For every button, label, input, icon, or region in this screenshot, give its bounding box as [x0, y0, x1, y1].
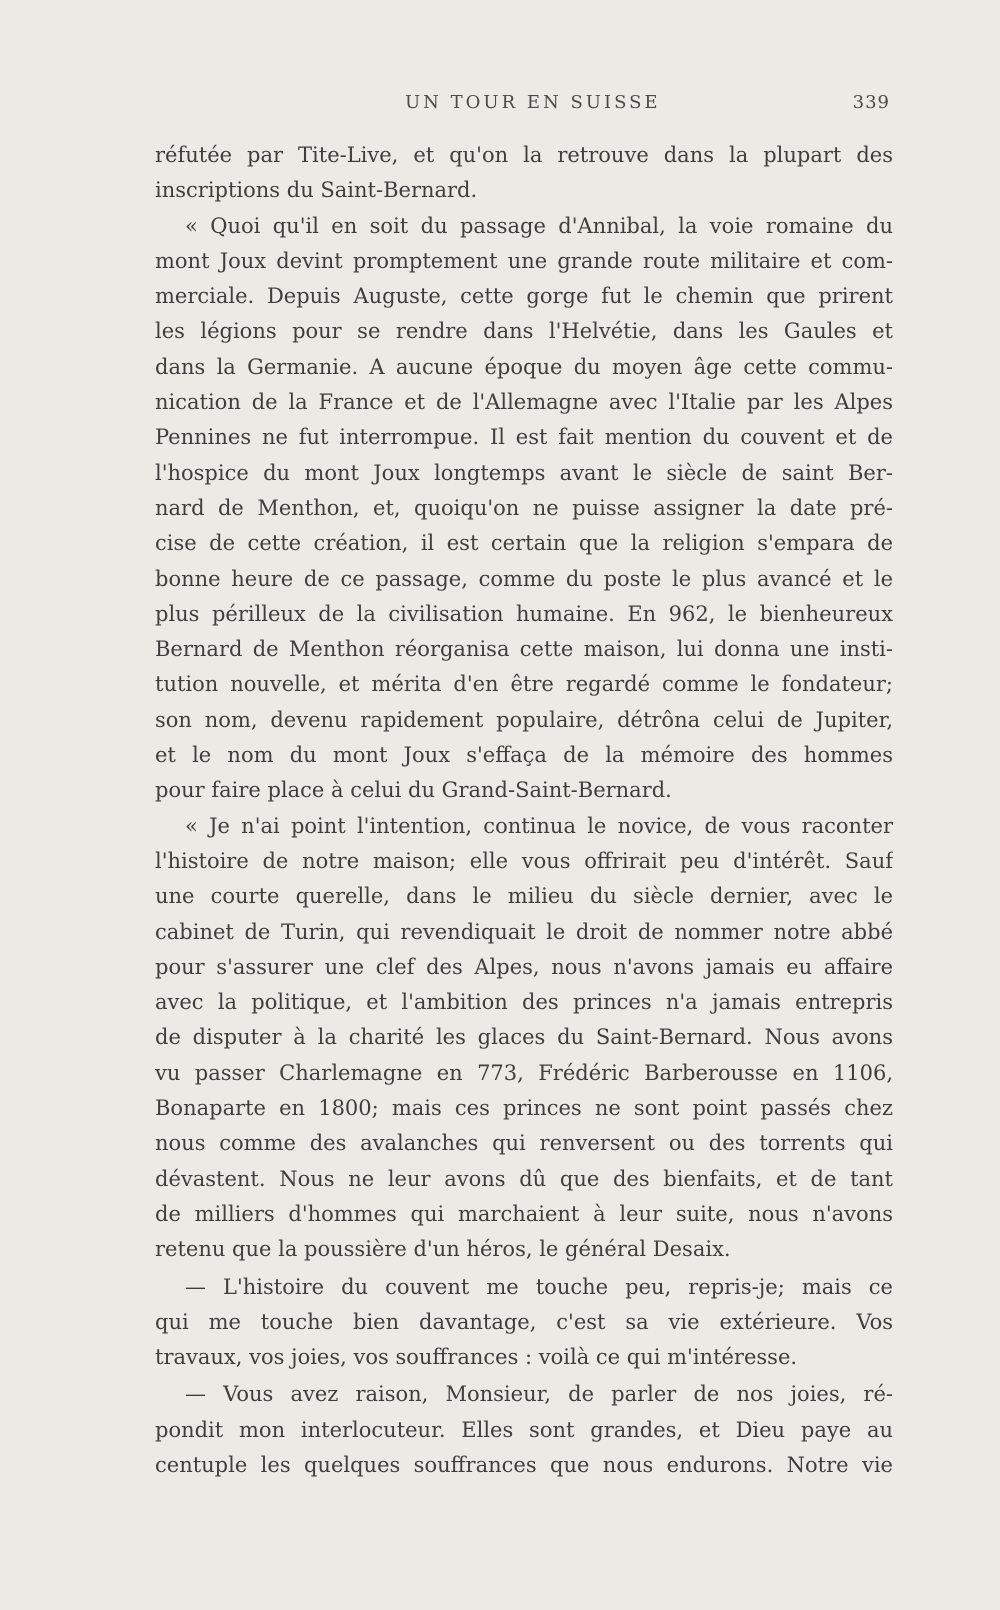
text-line: cise de cette création, il est certain que la religion s'empara de [155, 531, 893, 556]
text-line: plus périlleux de la civilisation humaine. En 962, le bienheureux [155, 601, 893, 626]
running-head: UN TOUR EN SUISSE [405, 92, 661, 113]
text-line: Bernard de Menthon réorganisa cette maison, lui donna une insti- [155, 637, 893, 662]
text-line: « Quoi qu'il en soit du passage d'Annibal, la voie romaine du [185, 213, 893, 238]
body-text [155, 138, 893, 1483]
text-line: l'histoire de notre maison; elle vous offrirait peu d'intérêt. Sauf [155, 848, 893, 873]
text-line: retenu que la poussière d'un héros, le général Desaix. [155, 1237, 731, 1262]
text-line: bonne heure de ce passage, comme du poste le plus avancé et le [155, 566, 893, 591]
text-line: de disputer à la charité les glaces du Saint-Bernard. Nous avons [155, 1025, 893, 1050]
text-line: qui me touche bien davantage, c'est sa vie extérieure. Vos [155, 1309, 893, 1334]
paragraph [155, 809, 893, 1268]
text-line: vu passer Charlemagne en 773, Frédéric Barberousse en 1106, [155, 1060, 893, 1085]
text-line: — L'histoire du couvent me touche peu, repris-je; mais ce [185, 1274, 893, 1299]
text-line: son nom, devenu rapidement populaire, détrôna celui de Jupiter, [155, 707, 893, 732]
text-line: Bonaparte en 1800; mais ces princes ne sont point passés chez [155, 1096, 893, 1121]
text-line: mont Joux devint promptement une grande route militaire et com- [155, 248, 893, 273]
text-line: « Je n'ai point l'intention, continua le novice, de vous raconter [185, 813, 893, 838]
text-line: de milliers d'hommes qui marchaient à leur suite, nous n'avons [155, 1201, 893, 1226]
text-line: — Vous avez raison, Monsieur, de parler de nos joies, ré- [185, 1382, 893, 1407]
page-number: 339 [852, 92, 890, 113]
text-line: dans la Germanie. A aucune époque du moyen âge cette commu- [155, 354, 893, 379]
text-line: pour s'assurer une clef des Alpes, nous n'avons jamais eu affaire [155, 954, 893, 979]
text-line: pour faire place à celui du Grand-Saint-Bernard. [155, 778, 672, 803]
text-line: nication de la France et de l'Allemagne avec l'Italie par les Alpes [155, 390, 893, 415]
text-line: avec la politique, et l'ambition des princes n'a jamais entrepris [155, 990, 893, 1015]
text-line: une courte querelle, dans le milieu du siècle dernier, avec le [155, 884, 893, 909]
paragraph [155, 138, 893, 209]
paragraph [155, 1377, 893, 1483]
text-line: tution nouvelle, et mérita d'en être regardé comme le fondateur; [155, 672, 893, 697]
paragraph [155, 209, 893, 809]
text-line: inscriptions du Saint-Bernard. [155, 178, 478, 203]
text-line: Pennines ne fut interrompue. Il est fait mention du couvent et de [155, 425, 893, 450]
text-line: dévastent. Nous ne leur avons dû que des bienfaits, et de tant [155, 1166, 893, 1191]
text-line: les légions pour se rendre dans l'Helvétie, dans les Gaules et [155, 319, 893, 344]
text-line: centuple les quelques souffrances que nous endurons. Notre vie [155, 1452, 893, 1477]
text-line: merciale. Depuis Auguste, cette gorge fut le chemin que prirent [155, 284, 893, 309]
text-line: réfutée par Tite-Live, et qu'on la retrouve dans la plupart des [155, 143, 893, 167]
text-line: travaux, vos joies, vos souffrances : voilà ce qui m'intéresse. [155, 1345, 798, 1370]
text-line: cabinet de Turin, qui revendiquait le droit de nommer notre abbé [155, 919, 893, 944]
paragraph [155, 1270, 893, 1376]
text-line: nard de Menthon, et, quoiqu'on ne puisse assigner la date pré- [155, 495, 893, 520]
text-line: et le nom du mont Joux s'effaça de la mémoire des hommes [155, 743, 893, 768]
text-line: pondit mon interlocuteur. Elles sont grandes, et Dieu paye au [155, 1417, 893, 1442]
page-header [155, 92, 890, 122]
text-line: l'hospice du mont Joux longtemps avant le siècle de saint Ber- [155, 460, 893, 485]
text-line: nous comme des avalanches qui renversent ou des torrents qui [155, 1131, 893, 1156]
